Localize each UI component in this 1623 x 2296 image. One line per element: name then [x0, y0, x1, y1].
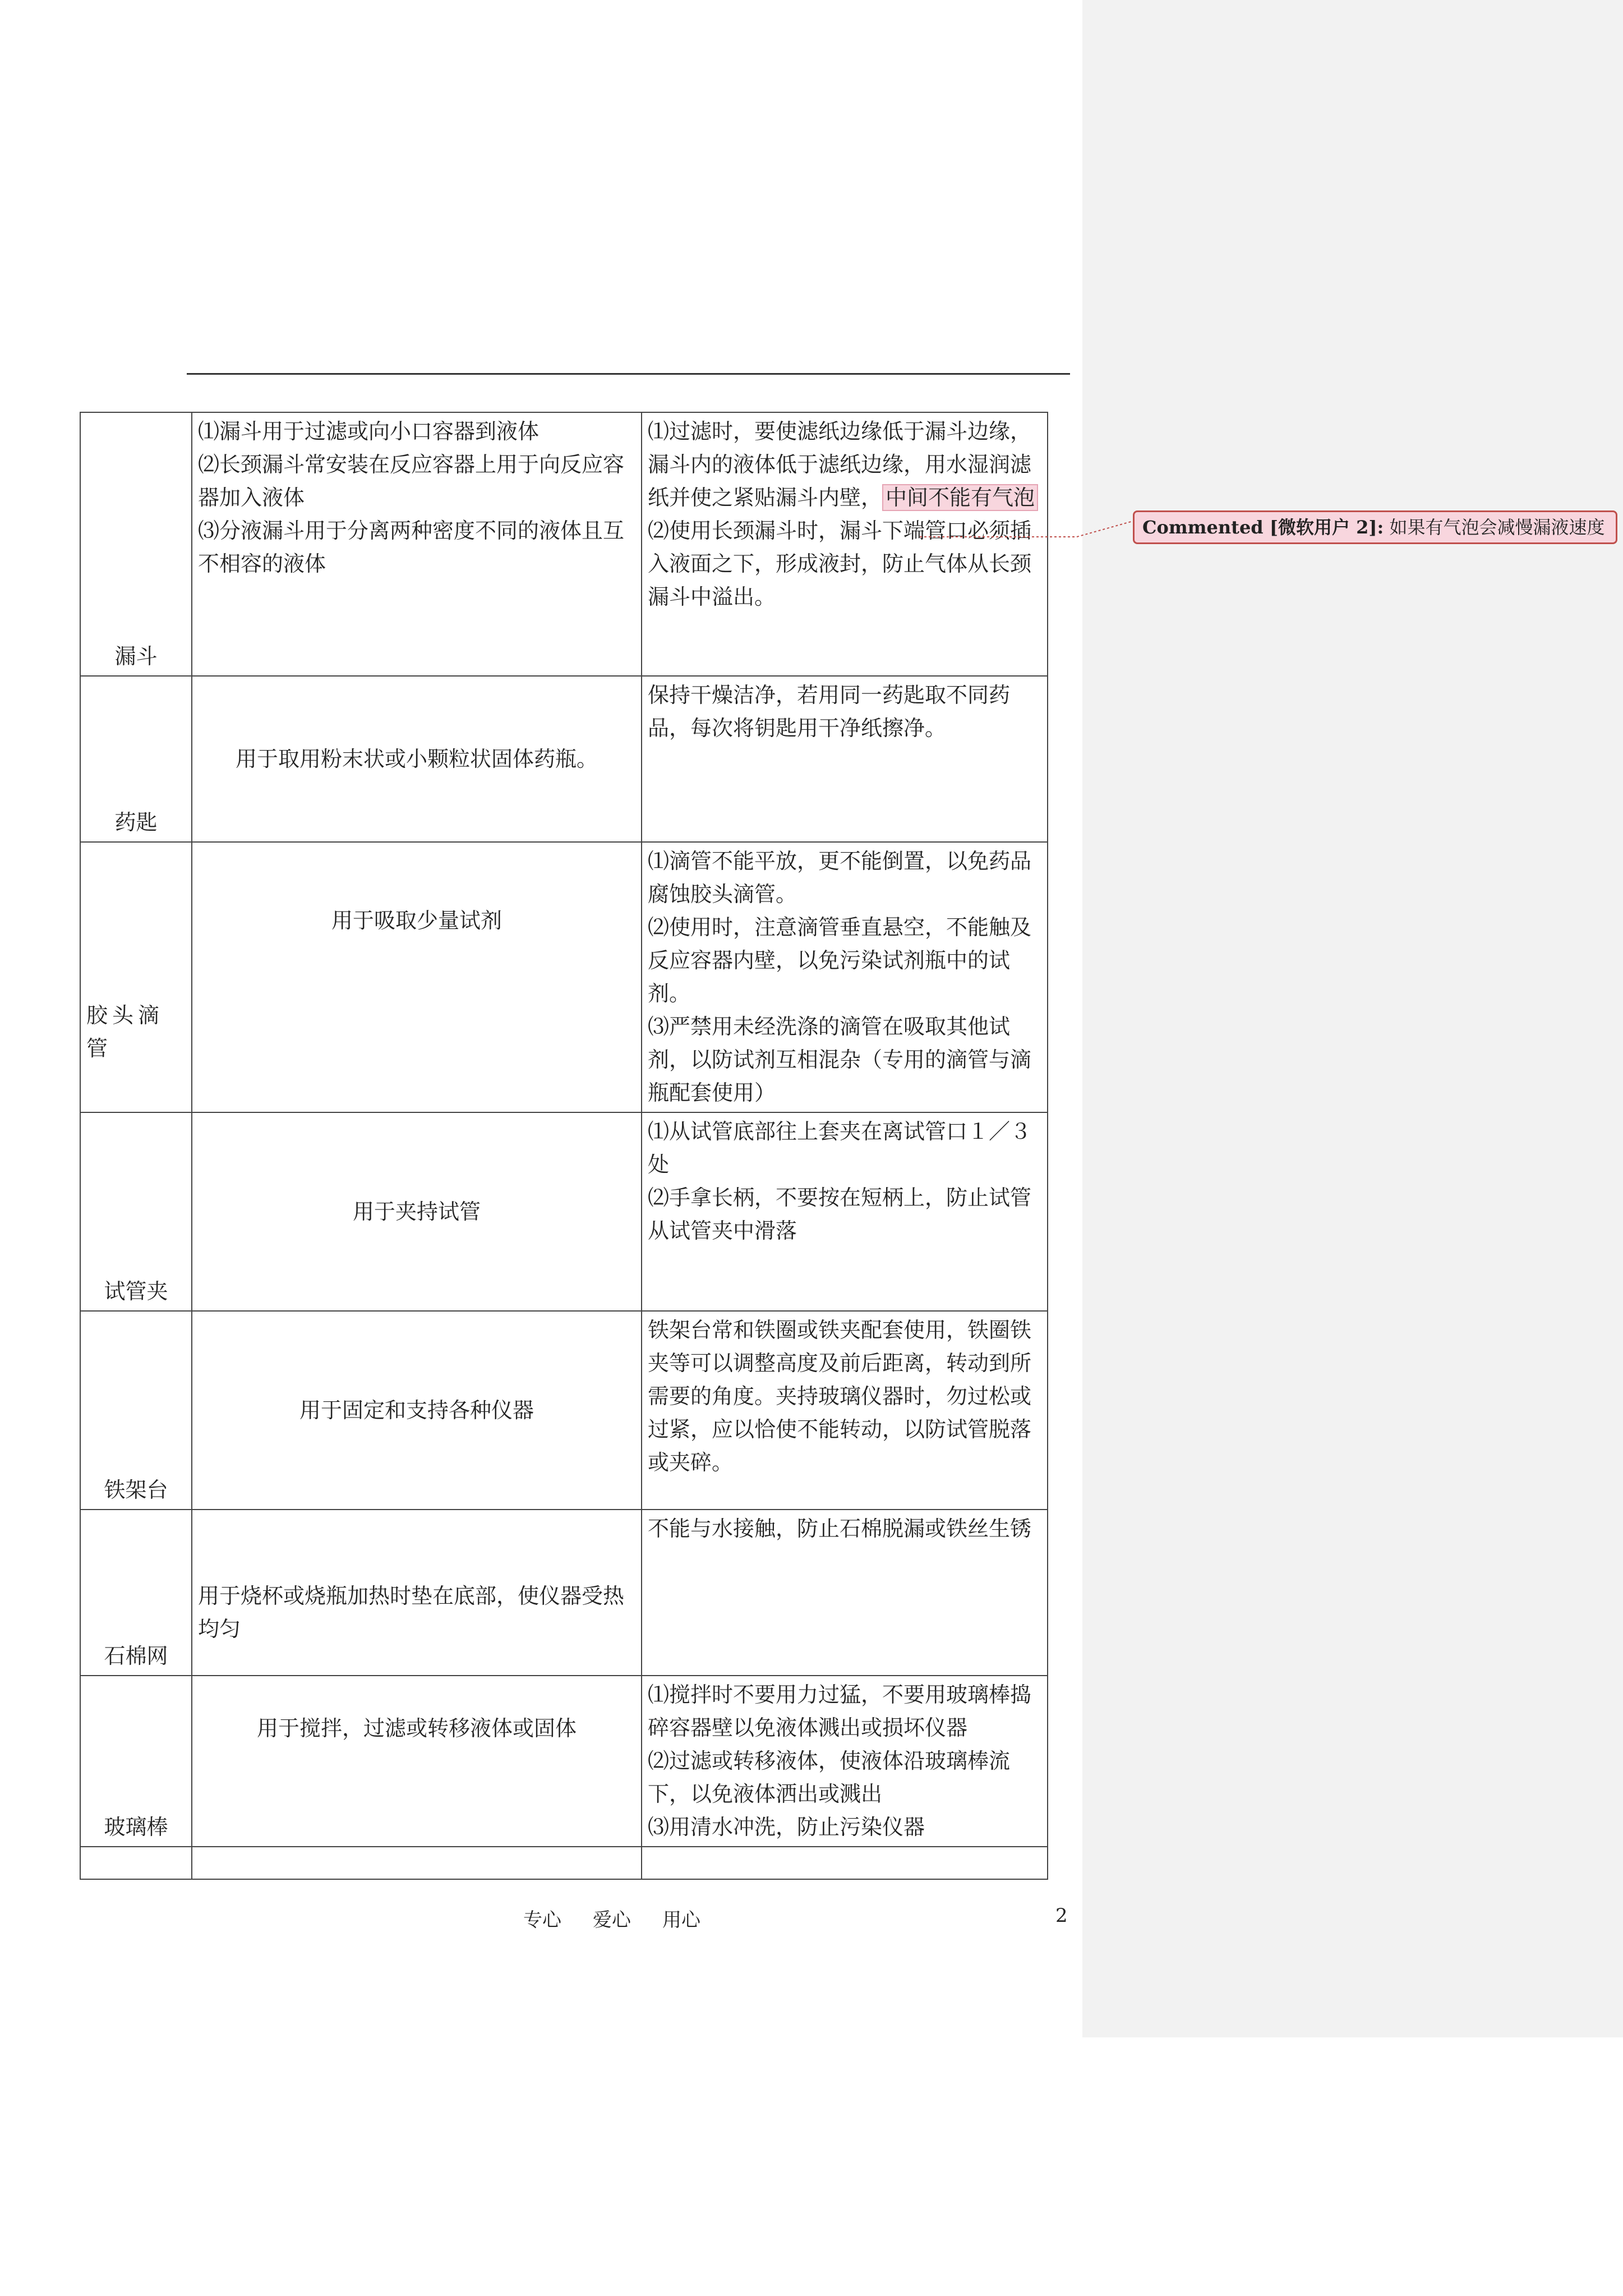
table-row [80, 676, 1048, 842]
note-line: 保持干燥洁净，若用同一药匙取不同药品，每次将钥匙用干净纸擦净。 [648, 683, 1011, 740]
note-line: ⑶严禁用未经洗涤的滴管在吸取其他试剂，以防试剂互相混杂（专用的滴管与滴瓶配套使用） [648, 1014, 1032, 1105]
footer-motto [523, 1904, 732, 1932]
equipment-name-cell [80, 842, 192, 1112]
notes-cell [642, 1112, 1048, 1311]
usage-cell [192, 1112, 642, 1311]
equipment-name: 试管夹 [104, 1279, 168, 1304]
equipment-name-cell [80, 1510, 192, 1676]
table-row-empty [80, 1847, 1048, 1879]
comment-connector-line [920, 518, 1144, 538]
footer-motto-item: 专心 [523, 1909, 561, 1931]
footer-motto-item: 用心 [662, 1909, 700, 1931]
table-row [80, 1112, 1048, 1311]
usage-cell [192, 412, 642, 676]
notes-cell [642, 1676, 1048, 1847]
table-row [80, 842, 1048, 1112]
equipment-name: 漏斗 [114, 644, 158, 669]
comment-balloon[interactable] [1133, 510, 1617, 544]
equipment-name: 药匙 [114, 810, 158, 835]
comment-pane [1082, 0, 1623, 2037]
usage-cell [192, 842, 642, 1112]
usage-cell [192, 1510, 642, 1676]
footer-motto-item: 爱心 [593, 1909, 631, 1931]
note-line: ⑶用清水冲洗，防止污染仪器 [648, 1815, 925, 1839]
notes-cell [642, 412, 1048, 676]
note-line: ⑴过滤时，要使滤纸边缘低于漏斗边缘，漏斗内的液体低于滤纸边缘，用水湿润滤纸并使之紧贴漏斗内壁， 中间不能有气泡 [648, 415, 1041, 514]
table-row [80, 1510, 1048, 1676]
note-line: ⑵过滤或转移液体，使液体沿玻璃棒流下，以免液体洒出或溅出 [648, 1749, 1011, 1806]
usage-text: 用于取用粉末状或小颗粒状固体药瓶。 [235, 746, 598, 771]
notes-cell [642, 842, 1048, 1112]
usage-text: 用于固定和支持各种仪器 [299, 1397, 534, 1423]
empty-cell [642, 1847, 1048, 1879]
notes-cell [642, 1311, 1048, 1510]
equipment-name: 玻璃棒 [104, 1815, 168, 1839]
usage-text: 用于烧杯或烧瓶加热时垫在底部，使仪器受热均匀 [198, 1584, 625, 1641]
commented-text-highlight[interactable]: 中间不能有气泡 [882, 484, 1038, 511]
usage-line: ⑴漏斗用于过滤或向小口容器到液体 [198, 419, 540, 444]
note-line: 不能与水接触，防止石棉脱漏或铁丝生锈 [648, 1516, 1032, 1541]
notes-cell [642, 1510, 1048, 1676]
header-rule [187, 373, 1070, 375]
usage-cell [192, 1676, 642, 1847]
equipment-name-cell [80, 1676, 192, 1847]
note-line: ⑴从试管底部往上套夹在离试管口１／３处 [648, 1119, 1032, 1177]
page-number: 2 [1055, 1904, 1068, 1927]
equipment-name: 铁架台 [104, 1478, 168, 1502]
equipment-table [80, 412, 1048, 1880]
equipment-name: 胶头滴管 [86, 1003, 164, 1061]
equipment-name-cell [80, 1112, 192, 1311]
table-row [80, 412, 1048, 676]
equipment-name-cell [80, 1311, 192, 1510]
usage-text: 用于夹持试管 [352, 1199, 481, 1224]
usage-cell [192, 676, 642, 842]
usage-cell [192, 1311, 642, 1510]
empty-cell [80, 1847, 192, 1879]
empty-cell [192, 1847, 642, 1879]
table-row [80, 1676, 1048, 1847]
comment-text: 如果有气泡会减慢漏液速度 [1389, 517, 1605, 538]
usage-text: 用于吸取少量试剂 [331, 908, 502, 933]
note-line: ⑴滴管不能平放，更不能倒置，以免药品腐蚀胶头滴管。 [648, 849, 1032, 907]
usage-line: ⑵长颈漏斗常安装在反应容器上用于向反应容器加入液体 [198, 452, 625, 510]
note-line: ⑵使用时，注意滴管垂直悬空，不能触及反应容器内壁，以免污染试剂瓶中的试剂。 [648, 915, 1032, 1006]
note-line: ⑵手拿长柄，不要按在短柄上，防止试管从试管夹中滑落 [648, 1185, 1032, 1243]
comment-author-label: Commented [微软用户 2]: [1142, 517, 1384, 538]
usage-line: ⑶分液漏斗用于分离两种密度不同的液体且互不相容的液体 [198, 518, 625, 576]
note-line: ⑴搅拌时不要用力过猛，不要用玻璃棒捣碎容器壁以免液体溅出或损坏仪器 [648, 1682, 1032, 1740]
equipment-name: 石棉网 [104, 1644, 168, 1668]
table-row [80, 1311, 1048, 1510]
usage-text: 用于搅拌，过滤或转移液体或固体 [256, 1716, 577, 1741]
equipment-name-cell [80, 676, 192, 842]
equipment-name-cell [80, 412, 192, 676]
note-line: ⑵使用长颈漏斗时，漏斗下端管口必须插入液面之下，形成液封，防止气体从长颈漏斗中溢出。 [648, 518, 1032, 609]
notes-cell [642, 676, 1048, 842]
note-line: 铁架台常和铁圈或铁夹配套使用，铁圈铁夹等可以调整高度及前后距离，转动到所需要的角度。夹持玻璃仪器时，勿过松或过紧，应以恰使不能转动，以防试管脱落或夹碎。 [648, 1318, 1032, 1475]
